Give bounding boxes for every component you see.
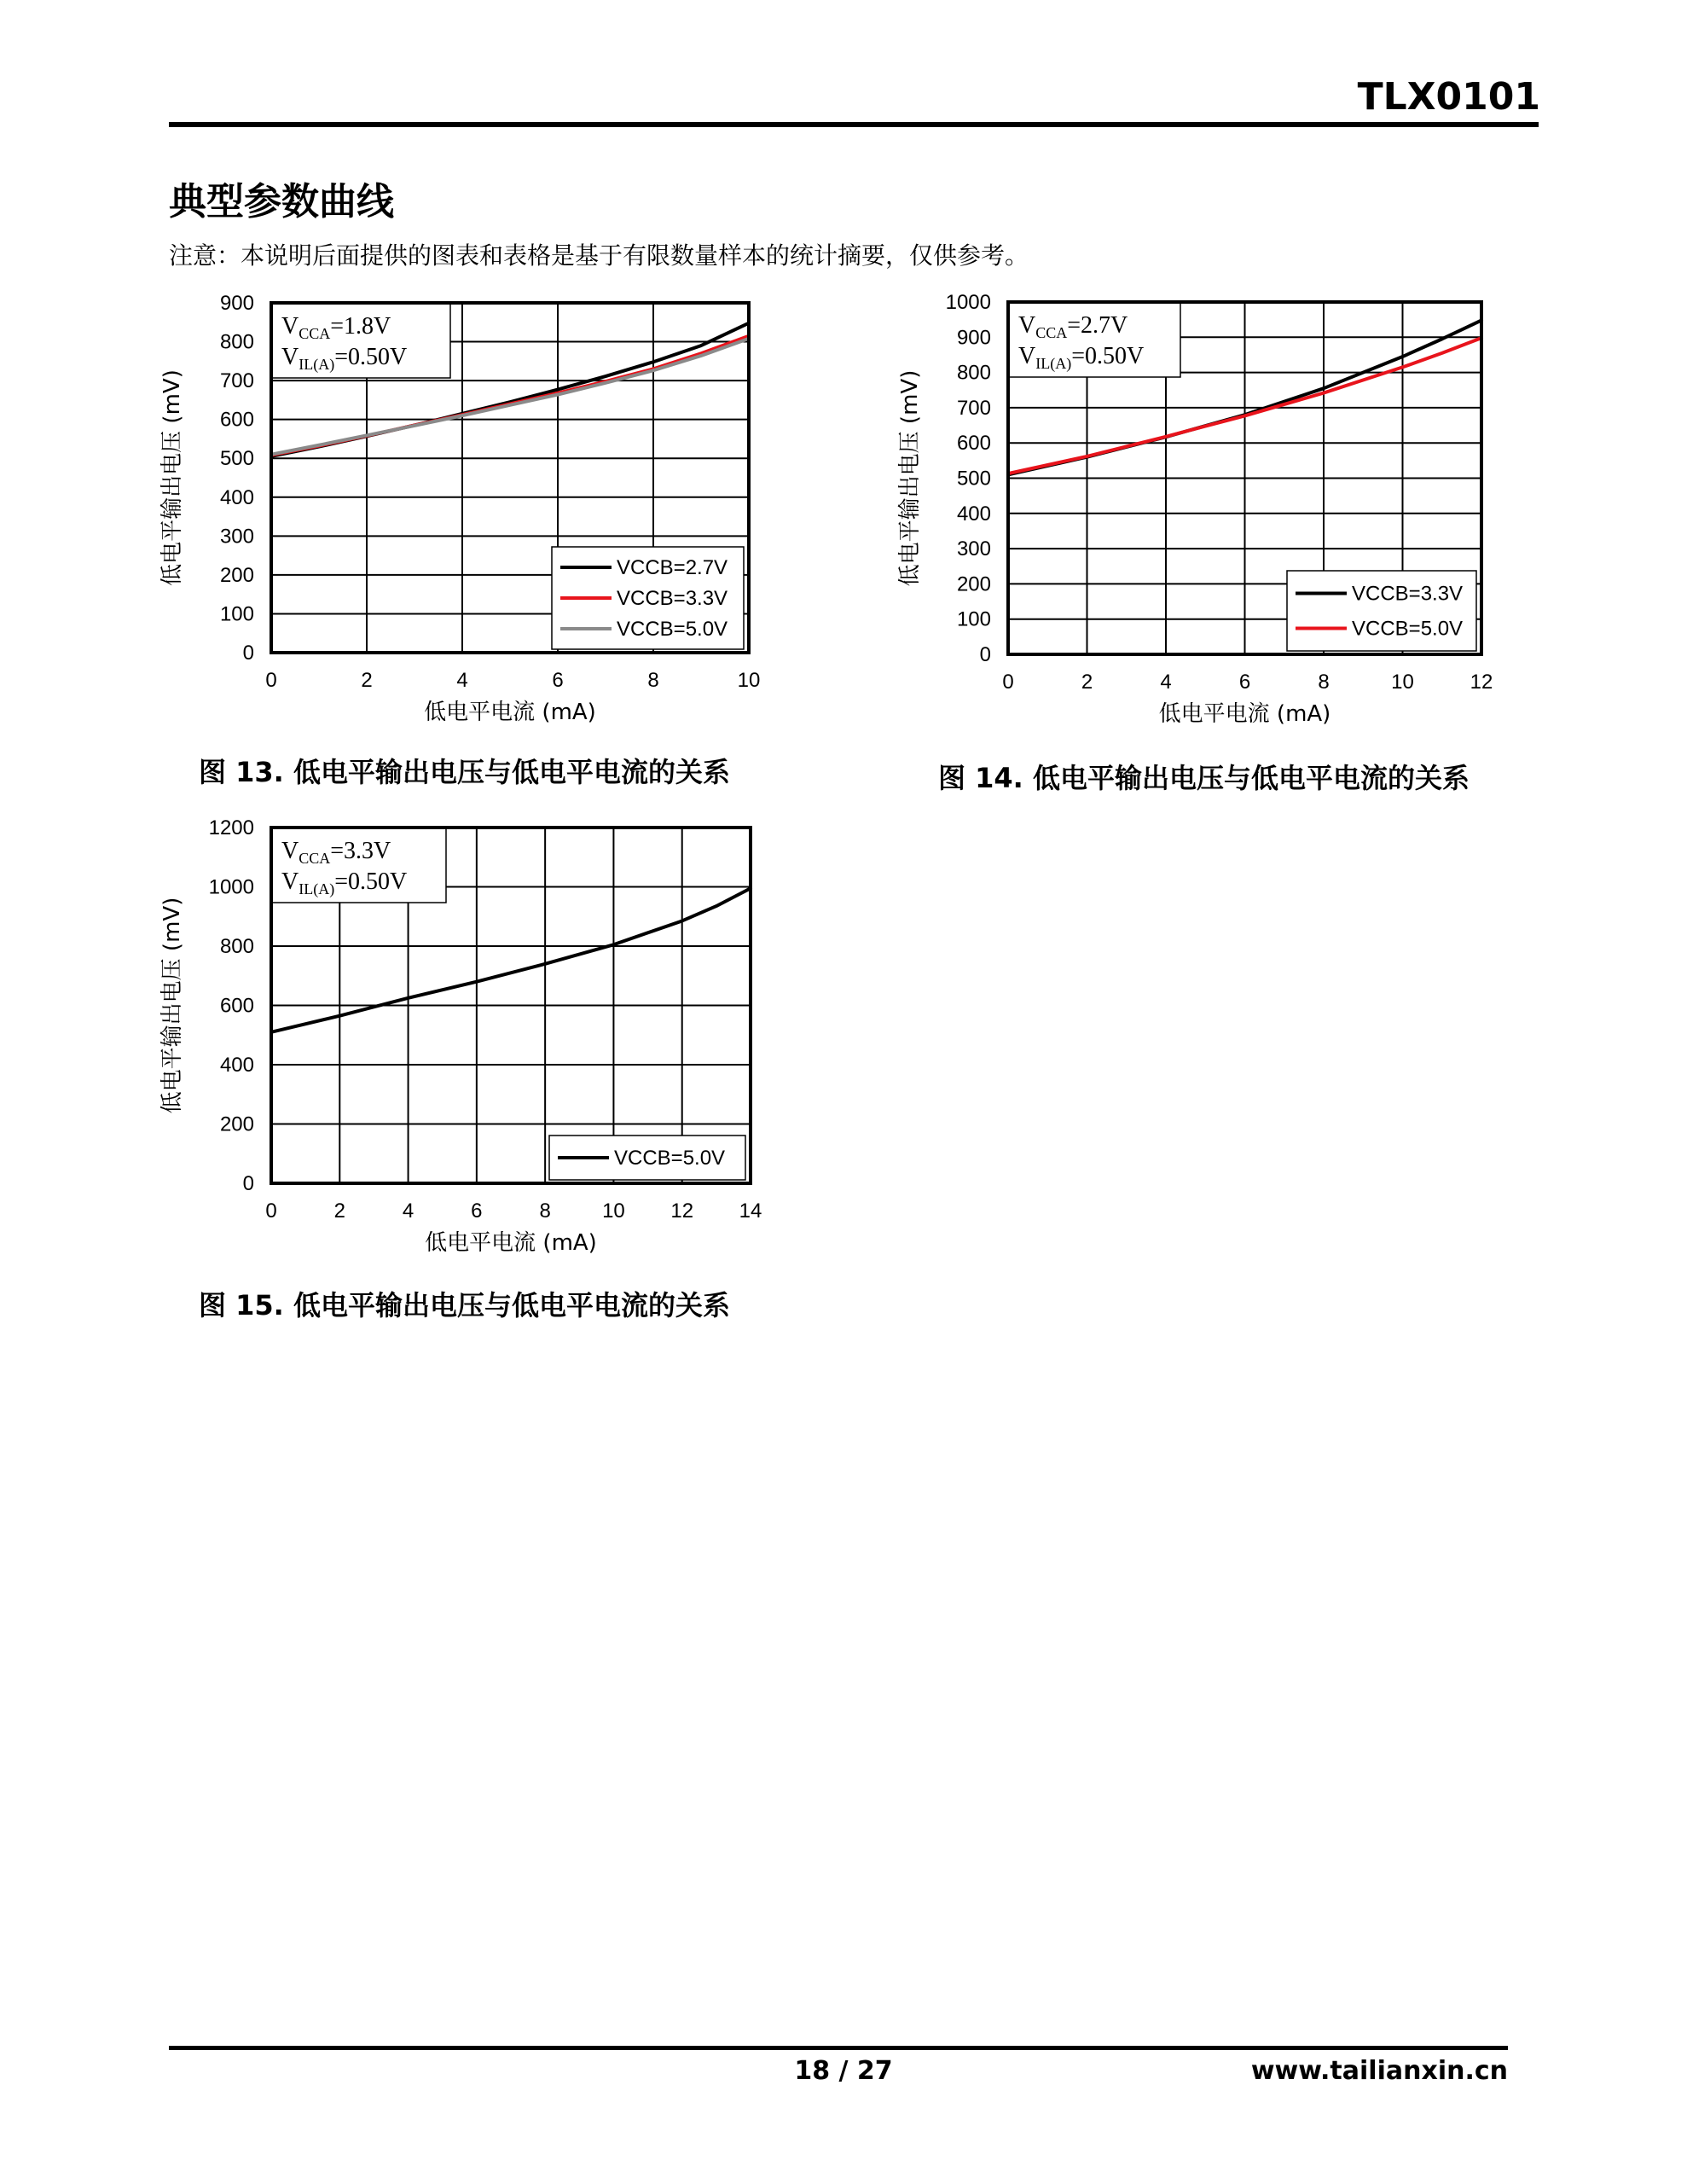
y-tick-label: 1000 — [945, 291, 991, 314]
chart-figure-14 — [891, 286, 1522, 746]
x-tick-label: 8 — [1318, 671, 1330, 694]
header-rule — [169, 122, 1539, 127]
x-tick-label: 12 — [670, 1199, 694, 1223]
x-tick-label: 10 — [737, 669, 761, 692]
legend-label-3: VCCB=5.0V — [617, 618, 728, 641]
y-axis-label: 低电平输出电压 (mV) — [159, 369, 185, 586]
x-tick-label: 4 — [402, 1199, 415, 1223]
annotation-vcca: $V_{CCA}=1.8V$ — [281, 313, 391, 342]
x-tick-label: 6 — [1238, 671, 1251, 694]
legend-label-2: VCCB=5.0V — [1352, 617, 1464, 641]
x-tick-label: 8 — [647, 669, 659, 692]
footer-rule — [169, 2046, 1508, 2050]
y-tick-label: 600 — [956, 432, 991, 456]
y-tick-label: 900 — [956, 326, 991, 350]
x-tick-label: 10 — [1391, 671, 1414, 694]
x-tick-label: 14 — [739, 1199, 762, 1223]
annotation-vil: $V_{IL(A)}=0.50V$ — [281, 868, 408, 897]
chart-figure-15 — [154, 815, 785, 1275]
x-tick-label: 0 — [1002, 671, 1014, 694]
section-title: 典型参数曲线 — [169, 180, 394, 224]
condition-annotation — [271, 303, 450, 378]
x-tick-label: 10 — [602, 1199, 625, 1223]
chart-figure-13 — [154, 286, 785, 746]
y-tick-label: 500 — [956, 467, 991, 491]
y-tick-label: 100 — [956, 607, 991, 631]
x-tick-label: 2 — [333, 1199, 345, 1223]
y-tick-label: 400 — [219, 485, 254, 509]
condition-annotation — [271, 828, 446, 903]
document-id: TLX0101 — [1357, 75, 1540, 119]
y-tick-label: 500 — [219, 447, 254, 471]
figure-15-caption: 图 15. 低电平输出电压与低电平电流的关系 — [199, 1289, 730, 1321]
y-tick-label: 400 — [219, 1054, 254, 1077]
chart-legend — [1287, 571, 1476, 651]
y-tick-label: 200 — [219, 1112, 254, 1136]
x-axis-label: 低电平电流 (mA) — [425, 1230, 597, 1256]
annotation-vcca: $V_{CCA}=2.7V$ — [1018, 312, 1128, 341]
y-tick-label: 1200 — [208, 816, 254, 839]
website-link[interactable]: www.tailianxin.cn — [1250, 2056, 1508, 2086]
figure-14-caption: 图 14. 低电平输出电压与低电平电流的关系 — [938, 762, 1470, 794]
x-tick-label: 0 — [265, 1199, 277, 1223]
legend-label-2: VCCB=3.3V — [617, 587, 728, 610]
y-tick-label: 0 — [242, 1172, 254, 1195]
x-tick-label: 8 — [539, 1199, 551, 1223]
y-tick-label: 200 — [219, 563, 254, 587]
annotation-vil: $V_{IL(A)}=0.50V$ — [281, 344, 408, 373]
annotation-vil: $V_{IL(A)}=0.50V$ — [1018, 343, 1145, 372]
y-tick-label: 800 — [219, 330, 254, 354]
section-note: 注意：本说明后面提供的图表和表格是基于有限数量样本的统计摘要，仅供参考。 — [169, 241, 1029, 270]
x-axis-label: 低电平电流 (mA) — [1158, 701, 1331, 727]
y-tick-label: 700 — [219, 369, 254, 393]
x-tick-label: 4 — [456, 669, 468, 692]
y-tick-label: 0 — [979, 643, 991, 666]
y-tick-label: 800 — [956, 361, 991, 385]
x-tick-label: 4 — [1160, 671, 1172, 694]
legend-label-1: VCCB=2.7V — [617, 556, 728, 579]
legend-label-1: VCCB=3.3V — [1352, 582, 1464, 606]
legend-label-1: VCCB=5.0V — [614, 1147, 726, 1170]
x-tick-label: 6 — [471, 1199, 483, 1223]
x-tick-label: 6 — [552, 669, 564, 692]
y-tick-label: 600 — [219, 994, 254, 1018]
chart-legend — [549, 1136, 745, 1180]
condition-annotation — [1008, 302, 1180, 377]
y-axis-label: 低电平输出电压 (mV) — [159, 897, 185, 1114]
y-tick-label: 900 — [219, 292, 254, 315]
y-tick-label: 700 — [956, 396, 991, 420]
y-tick-label: 0 — [242, 642, 254, 665]
y-tick-label: 300 — [956, 537, 991, 561]
page-number: 18 / 27 — [794, 2056, 893, 2086]
x-tick-label: 2 — [361, 669, 373, 692]
y-tick-label: 600 — [219, 408, 254, 432]
x-tick-label: 12 — [1470, 671, 1493, 694]
x-tick-label: 2 — [1081, 671, 1093, 694]
series-line-1 — [271, 888, 751, 1032]
y-tick-label: 400 — [956, 502, 991, 526]
figure-13-caption: 图 13. 低电平输出电压与低电平电流的关系 — [199, 756, 730, 788]
x-axis-label: 低电平电流 (mA) — [424, 700, 596, 725]
x-tick-label: 0 — [265, 669, 277, 692]
chart-legend — [552, 547, 744, 649]
annotation-vcca: $V_{CCA}=3.3V$ — [281, 838, 391, 867]
y-axis-label: 低电平输出电压 (mV) — [897, 369, 923, 587]
y-tick-label: 200 — [956, 572, 991, 596]
y-tick-label: 300 — [219, 525, 254, 549]
y-tick-label: 800 — [219, 935, 254, 958]
y-tick-label: 1000 — [208, 875, 254, 899]
y-tick-label: 100 — [219, 602, 254, 626]
